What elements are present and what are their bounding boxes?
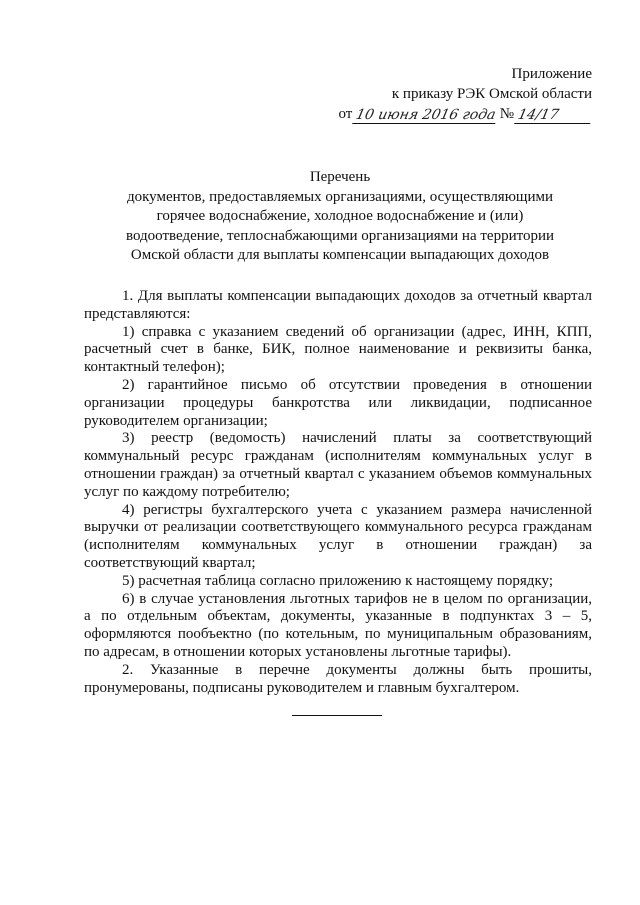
appendix-order-reference: к приказу РЭК Омской области: [391, 86, 592, 102]
paragraph-item-2: 2. Указанные в перечне документы должны быть прошиты, пронумерованы, подписаны руководителем и главным бухгалтером.: [84, 661, 592, 696]
subitem-6: 6) в случае установления льготных тарифов не в целом по организации, а по отдельным объектам, документы, указанные в подпунктах 3 – 5, оформляются пообъектно (по котельным, по муниципальным образованиям, по адресам, в отношении которых установлены льготные тарифы).: [84, 590, 592, 660]
number-label: №: [499, 106, 514, 122]
document-body: [84, 288, 592, 697]
appendix-label: Приложение: [511, 66, 592, 82]
subitem-1: 1) справка с указанием сведений об организации (адрес, ИНН, КПП, расчетный счет в банке, БИК, полное наименование и реквизиты банка, контактный телефон);: [84, 323, 592, 376]
title-line: водоотведение, теплоснабжающими организациями на территории: [125, 227, 555, 244]
title-line: горячее водоснабжение, холодное водоснабжение и (или): [156, 208, 524, 224]
title-heading: Перечень: [309, 169, 371, 185]
document-title: [110, 168, 570, 266]
title-line: документов, предоставляемых организациями, осуществляющими: [126, 188, 554, 205]
subitem-2: 2) гарантийное письмо об отсутствии проведения в отношении организации процедуры банкротства или ликвидации, подписанное руководителем организации;: [84, 376, 592, 429]
subitem-3: 3) реестр (ведомость) начислений платы за соответствующий коммунальный ресурс гражданам (исполнителям коммунальных услуг в отношении граждан) за отчетный квартал с указанием объемов коммунальных услуг по каждому потребителю;: [84, 430, 592, 500]
closing-divider: [292, 715, 382, 716]
subitem-5: 5) расчетная таблица согласно приложению к настоящему порядку;: [122, 572, 553, 589]
subitem-4: 4) регистры бухгалтерского учета с указанием размера начисленной выручки от реализации соответствующего коммунального ресурса гражданам (исполнителям коммунальных услуг в отношении граждан) за соответствующий квартал;: [84, 501, 592, 571]
title-line: Омской области для выплаты компенсации выпадающих доходов: [130, 247, 550, 263]
handwritten-date: 10 июня 2016 года: [353, 107, 500, 124]
from-label: от: [338, 106, 353, 122]
order-date-number-line: [338, 104, 592, 124]
appendix-header: [338, 64, 592, 124]
paragraph-item-1: 1. Для выплаты компенсации выпадающих доходов за отчетный квартал представляются:: [84, 288, 592, 322]
handwritten-order-number: 14/17: [514, 107, 594, 124]
